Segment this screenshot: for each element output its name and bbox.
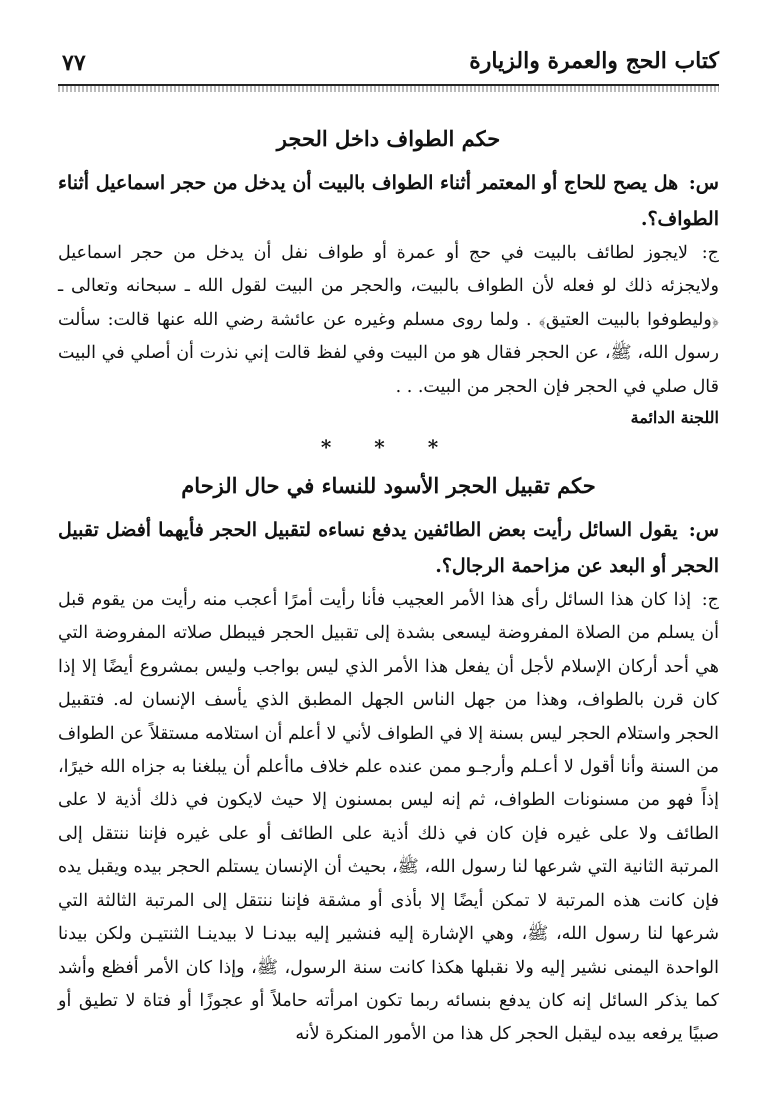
section-title: حكم تقبيل الحجر الأسود للنساء في حال الزحام bbox=[181, 473, 596, 499]
fatwa-section-2 bbox=[58, 473, 719, 1052]
running-header bbox=[58, 48, 719, 84]
answer-paragraph bbox=[58, 584, 719, 1052]
page-body bbox=[58, 120, 719, 1052]
question-paragraph bbox=[58, 165, 719, 237]
signature: اللجنة الدائمة bbox=[630, 408, 719, 428]
section-title: حكم الطواف داخل الحجر bbox=[276, 126, 501, 151]
question-paragraph bbox=[58, 512, 719, 584]
question-text: يقول السائل رأيت بعض الطائفين يدفع نساءه لتقبيل الحجر فأيهما أفضل تقبيل الحجر أو البعد عن مزاحمة الرجال؟. bbox=[58, 519, 719, 578]
answer-text: إذا كان هذا السائل رأى هذا الأمر العجيب فأنا رأيت أمرًا أعجب منه رأيت من يقوم قبل أن يسلم من الصلاة المفروضة ليسعى بشدة إلى تقبيل الحجر فيبطل صلاته المفروضة التي هي أحد أركان الإسلام لأجل أن يفعل هذا الأمر الذي ليس بواجب وليس بمشروع أيضًا إلا إذا كان قرن بالطواف، وهذا من جهل الناس الجهل المطبق الذي يأسف الإنسان له. فتقبيل الحجر واستلام الحجر ليس بسنة إلا في الطواف لأني لا أعلم أن استلامه مستقلاً عن الطواف من السنة وأنا أقول لا أعـلم وأرجـو ممن عنده علم خلاف ماأعلم أن يبلغنا به جزاه الله خيرًا، إذاً فهو من مسنونات الطواف، ثم إنه ليس بمسنون إلا حيث لايكون في ذلك أذية لا على الطائف ولا على غيره فإن كان في ذلك أذية على الطائف أو على غيره فإننا ننتقل إلى المرتبة الثانية التي شرعها لنا رسول الله، ﷺ، بحيث أن الإنسان يستلم الحجر بيده ويقبل يده فإن كانت هذه المرتبة لا تمكن أيضًا إلا بأذى أو مشقة فإننا ننتقل إلى المرتبة الثالثة التي شرعها لنا رسول الله، ﷺ، وهي الإشارة إليه فنشير إليه بيدنـا لا بيدينـا الثنتيـن ولكن بيدنا الواحدة اليمنى نشير إليه ولا نقبلها هكذا كانت سنة الرسول، ﷺ، وإذا كان الأمر أفظع وأشد كما يذكر السائل إنه كان يدفع بنسائه ربما تكون امرأته حاملاً أو عجوزًا أو فتاة لا تطيق أو صبيًا يرفعه بيده ليقبل الحجر كل هذا من الأمور المنكرة لأنه bbox=[58, 590, 719, 1045]
question-prefix: س: bbox=[688, 519, 719, 542]
answer-paragraph bbox=[58, 237, 719, 404]
fatwa-section-1 bbox=[58, 126, 719, 427]
header-divider bbox=[58, 84, 719, 92]
question-prefix: س: bbox=[688, 172, 719, 194]
page-number: ٧٧ bbox=[62, 50, 86, 76]
question-text: هل يصح للحاج أو المعتمر أثناء الطواف بالبيت أن يدخل من حجر اسماعيل أثناء الطواف؟. bbox=[58, 172, 719, 230]
answer-prefix: ج: bbox=[701, 243, 719, 263]
answer-prefix: ج: bbox=[701, 590, 719, 611]
section-separator: * * * bbox=[320, 435, 457, 460]
answer-text: لايجوز لطائف بالبيت في حج أو عمرة أو طواف نفل أن يدخل من حجر اسماعيل ولايجزئه ذلك لو فعله لأن الطواف بالبيت، والحجر من البيت لقول الله ـ سبحانه وتعالى ـ ﴿وليطوفوا بالبيت العتيق﴾ . ولما روى مسلم وغيره عن عائشة رضي الله عنها قالت: سألت رسول الله، ﷺ، عن الحجر فقال هو من البيت وفي لفظ قالت إني نذرت أن أصلي في البيت قال صلي في الحجر فإن الحجر من البيت. . . bbox=[58, 243, 719, 397]
book-title: كتاب الحج والعمرة والزيارة bbox=[469, 48, 719, 74]
